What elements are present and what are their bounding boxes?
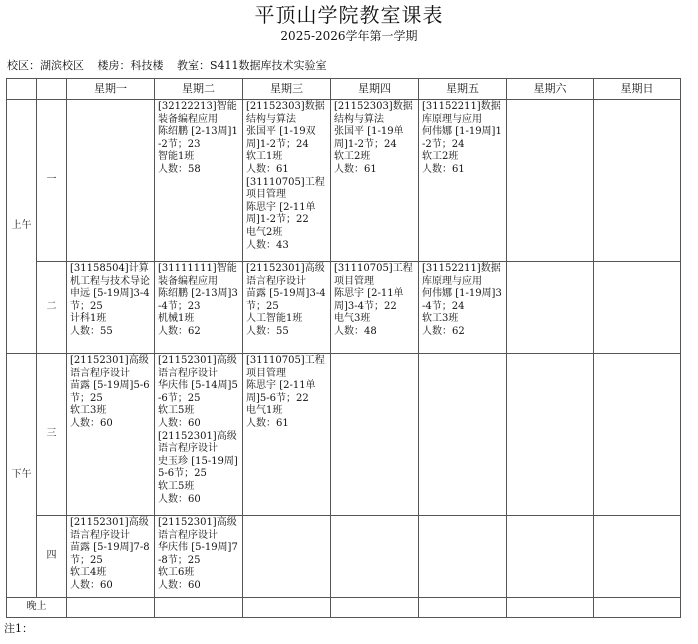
course-teacher-time bbox=[422, 126, 504, 151]
course-class: 软工1班 bbox=[246, 151, 283, 163]
day-header: 星期四 bbox=[331, 79, 419, 100]
course-time: [5-19周]5-6节；25 bbox=[70, 380, 150, 404]
slot-tue-p2 bbox=[155, 262, 243, 354]
course-teacher: 陈思宇 bbox=[246, 380, 276, 392]
course-entry bbox=[70, 517, 152, 593]
course-teacher-time bbox=[70, 288, 152, 313]
course-time: [1-19单周]1-2节；24 bbox=[334, 126, 404, 150]
day-header: 星期日 bbox=[594, 79, 681, 100]
slot-wed-p1 bbox=[243, 100, 331, 262]
course-teacher: 华庆伟 bbox=[158, 542, 188, 554]
course-code: [31110705] bbox=[246, 176, 305, 188]
course-teacher: 陈思宇 bbox=[246, 201, 276, 213]
course-title bbox=[334, 101, 416, 126]
course-teacher-time bbox=[70, 542, 152, 567]
course-time: [5-19周]7-8节；25 bbox=[158, 542, 238, 566]
day-header: 星期五 bbox=[419, 79, 507, 100]
course-teacher-time bbox=[422, 288, 504, 313]
corner-cell bbox=[7, 79, 37, 100]
course-class: 软工5班 bbox=[158, 480, 195, 492]
course-code: [21152301] bbox=[246, 263, 305, 274]
course-list bbox=[243, 100, 330, 253]
course-entry bbox=[422, 263, 504, 339]
course-count: 人数：48 bbox=[334, 325, 377, 337]
course-teacher-time bbox=[246, 380, 328, 405]
course-list bbox=[419, 100, 506, 178]
period-label: 三 bbox=[37, 354, 67, 516]
course-code: [31152211] bbox=[422, 263, 481, 274]
course-time: [2-11单周]3-4节；22 bbox=[334, 288, 404, 312]
course-name: 高级语言程序设计 bbox=[70, 517, 149, 541]
session-afternoon: 下午 bbox=[7, 354, 37, 598]
course-title bbox=[158, 355, 240, 380]
course-title bbox=[334, 263, 416, 288]
slot-wed-p2 bbox=[243, 262, 331, 354]
course-class: 软工5班 bbox=[158, 405, 195, 417]
course-time: [5-19周]3-4节；25 bbox=[70, 288, 150, 312]
campus-label: 校区：湖滨校区 bbox=[7, 59, 84, 72]
course-list bbox=[67, 516, 154, 594]
course-count: 人数：60 bbox=[158, 579, 201, 591]
course-count: 人数：62 bbox=[158, 325, 201, 337]
course-count: 人数：61 bbox=[422, 163, 465, 175]
course-teacher-time bbox=[70, 380, 152, 405]
course-time: [2-13周]1-2节；23 bbox=[158, 126, 238, 150]
course-list bbox=[243, 262, 330, 340]
course-entry bbox=[158, 517, 240, 593]
slot-sat-p2 bbox=[507, 262, 594, 354]
slot-sat-p1 bbox=[507, 100, 594, 262]
slot-wed-p4 bbox=[243, 516, 331, 598]
course-entry bbox=[70, 355, 152, 431]
course-entry bbox=[334, 101, 416, 177]
course-count: 人数：60 bbox=[70, 579, 113, 591]
course-count: 人数：55 bbox=[70, 325, 113, 337]
course-teacher-time bbox=[158, 456, 240, 481]
course-entry bbox=[158, 431, 240, 507]
course-entry bbox=[246, 101, 328, 177]
slot-fri-p4 bbox=[419, 516, 507, 598]
course-teacher-time bbox=[158, 288, 240, 313]
slot-sat-p4 bbox=[507, 516, 594, 598]
course-class: 软工2班 bbox=[334, 151, 371, 163]
course-name: 数据结构与算法 bbox=[246, 101, 325, 125]
course-title bbox=[158, 431, 240, 456]
course-list bbox=[155, 262, 242, 340]
course-count: 人数：62 bbox=[422, 325, 465, 337]
slot-mon-p1 bbox=[67, 100, 155, 262]
course-title bbox=[246, 263, 328, 288]
course-list bbox=[243, 354, 330, 432]
course-teacher: 张国平 bbox=[246, 126, 276, 138]
course-entry bbox=[246, 355, 328, 431]
day-header: 星期二 bbox=[155, 79, 243, 100]
course-name: 高级语言程序设计 bbox=[70, 355, 149, 379]
course-teacher: 华庆伟 bbox=[158, 380, 188, 392]
course-list bbox=[155, 516, 242, 594]
slot-sat-evening bbox=[507, 598, 594, 618]
course-count: 人数：43 bbox=[246, 239, 289, 251]
course-name: 智能装备编程应用 bbox=[158, 263, 237, 287]
slot-sat-p3 bbox=[507, 354, 594, 516]
slot-mon-p4 bbox=[67, 516, 155, 598]
course-time: [5-14周]5-6节；25 bbox=[158, 380, 238, 404]
course-code: [31111111] bbox=[158, 263, 217, 274]
course-time: [1-19周]1-2节；24 bbox=[422, 126, 502, 150]
slot-wed-p3 bbox=[243, 354, 331, 516]
course-teacher: 陈绍鹏 bbox=[158, 126, 188, 138]
course-entry bbox=[158, 263, 240, 339]
course-list bbox=[331, 262, 418, 340]
slot-sun-p4 bbox=[594, 516, 681, 598]
term-subtitle: 2025-2026学年第一学期 bbox=[280, 29, 418, 43]
course-title bbox=[246, 101, 328, 126]
course-class: 软工4班 bbox=[70, 567, 107, 579]
course-name: 数据库原理与应用 bbox=[422, 101, 501, 125]
course-name: 高级语言程序设计 bbox=[246, 263, 325, 287]
evening-row bbox=[7, 598, 681, 618]
course-name: 高级语言程序设计 bbox=[158, 517, 237, 541]
course-name: 数据库原理与应用 bbox=[422, 263, 501, 287]
course-list bbox=[331, 100, 418, 178]
slot-fri-p1 bbox=[419, 100, 507, 262]
course-class: 计科1班 bbox=[70, 313, 107, 325]
course-title bbox=[70, 517, 152, 542]
course-code: [31110705] bbox=[334, 263, 393, 274]
course-entry bbox=[158, 355, 240, 431]
slot-mon-evening bbox=[67, 598, 155, 618]
room-label: 教室：S411数据库技术实验室 bbox=[177, 59, 327, 72]
building-label: 楼房：科技楼 bbox=[97, 59, 164, 72]
course-class: 人工智能1班 bbox=[246, 313, 303, 325]
course-code: [31110705] bbox=[246, 355, 305, 366]
slot-sun-p2 bbox=[594, 262, 681, 354]
slot-wed-evening bbox=[243, 598, 331, 618]
slot-fri-p3 bbox=[419, 354, 507, 516]
course-teacher-time bbox=[158, 542, 240, 567]
course-list bbox=[155, 354, 242, 507]
course-title bbox=[70, 263, 152, 288]
course-teacher: 何伟娜 bbox=[422, 126, 452, 138]
session-evening: 晚上 bbox=[7, 598, 67, 618]
course-time: [1-19双周]1-2节；24 bbox=[246, 126, 316, 150]
course-title bbox=[158, 101, 240, 126]
course-entry bbox=[422, 101, 504, 177]
page-title: 平顶山学院教室课表 bbox=[254, 3, 444, 27]
course-time: [2-11单周]1-2节；22 bbox=[246, 201, 316, 226]
slot-sun-evening bbox=[594, 598, 681, 618]
slot-tue-p4 bbox=[155, 516, 243, 598]
course-teacher-time bbox=[246, 288, 328, 313]
course-entry bbox=[246, 263, 328, 339]
course-teacher: 申远 bbox=[70, 288, 90, 300]
course-entry bbox=[158, 101, 240, 177]
course-time: [5-19周]7-8节；25 bbox=[70, 542, 150, 566]
period-row-4 bbox=[7, 516, 681, 598]
course-count: 人数：61 bbox=[334, 163, 377, 175]
course-teacher: 何伟娜 bbox=[422, 288, 452, 300]
footnote: 注1： bbox=[4, 622, 33, 635]
course-code: [32122213] bbox=[158, 101, 217, 112]
course-name: 工程项目管理 bbox=[246, 176, 325, 201]
course-title bbox=[246, 177, 328, 202]
course-teacher: 苗露 bbox=[246, 288, 266, 300]
course-name: 计算机工程与技术导论 bbox=[70, 263, 150, 287]
day-header-row bbox=[7, 79, 681, 100]
slot-mon-p2 bbox=[67, 262, 155, 354]
timetable bbox=[6, 78, 681, 618]
slot-sun-p3 bbox=[594, 354, 681, 516]
course-list bbox=[155, 100, 242, 178]
slot-tue-evening bbox=[155, 598, 243, 618]
course-code: [31158504] bbox=[70, 263, 129, 274]
course-class: 电气3班 bbox=[334, 313, 371, 325]
slot-fri-evening bbox=[419, 598, 507, 618]
course-teacher-time bbox=[158, 380, 240, 405]
course-teacher: 苗露 bbox=[70, 542, 90, 554]
course-code: [21152301] bbox=[70, 355, 129, 366]
day-header: 星期三 bbox=[243, 79, 331, 100]
period-label: 四 bbox=[37, 516, 67, 598]
period-label: 一 bbox=[37, 100, 67, 262]
slot-thu-p1 bbox=[331, 100, 419, 262]
course-time: [2-13周]3-4节；23 bbox=[158, 288, 238, 312]
course-time: [15-19周]5-6节；25 bbox=[158, 455, 238, 480]
corner-cell bbox=[37, 79, 67, 100]
course-teacher-time bbox=[246, 202, 328, 227]
day-header: 星期六 bbox=[507, 79, 594, 100]
course-time: [2-11单周]5-6节；22 bbox=[246, 380, 316, 404]
course-class: 软工6班 bbox=[158, 567, 195, 579]
course-name: 工程项目管理 bbox=[334, 263, 413, 287]
slot-fri-p2 bbox=[419, 262, 507, 354]
session-morning: 上午 bbox=[7, 100, 37, 354]
course-title bbox=[70, 355, 152, 380]
course-code: [21152303] bbox=[246, 101, 305, 112]
course-count: 人数：60 bbox=[70, 417, 113, 429]
course-teacher: 陈思宇 bbox=[334, 288, 364, 300]
course-entry bbox=[70, 263, 152, 339]
course-class: 电气1班 bbox=[246, 405, 283, 417]
course-title bbox=[422, 101, 504, 126]
course-list bbox=[419, 262, 506, 340]
course-class: 软工3班 bbox=[422, 313, 459, 325]
course-teacher: 张国平 bbox=[334, 126, 364, 138]
course-count: 人数：58 bbox=[158, 163, 201, 175]
course-teacher-time bbox=[246, 126, 328, 151]
course-code: [21152301] bbox=[158, 517, 217, 528]
course-teacher-time bbox=[334, 288, 416, 313]
slot-thu-p4 bbox=[331, 516, 419, 598]
slot-thu-p2 bbox=[331, 262, 419, 354]
course-code: [21152303] bbox=[334, 101, 393, 112]
slot-sun-p1 bbox=[594, 100, 681, 262]
course-name: 工程项目管理 bbox=[246, 355, 325, 379]
course-list bbox=[67, 354, 154, 432]
course-class: 软工2班 bbox=[422, 151, 459, 163]
course-class: 软工3班 bbox=[70, 405, 107, 417]
course-title bbox=[422, 263, 504, 288]
course-class: 机械1班 bbox=[158, 313, 195, 325]
course-teacher-time bbox=[334, 126, 416, 151]
course-name: 数据结构与算法 bbox=[334, 101, 413, 125]
period-label: 二 bbox=[37, 262, 67, 354]
course-teacher-time bbox=[158, 126, 240, 151]
course-title bbox=[158, 263, 240, 288]
course-time: [1-19周]3-4节；24 bbox=[422, 288, 502, 312]
day-header: 星期一 bbox=[67, 79, 155, 100]
course-code: [21152301] bbox=[158, 355, 217, 366]
course-list bbox=[67, 262, 154, 340]
course-count: 人数：60 bbox=[158, 493, 201, 505]
period-row-1 bbox=[7, 100, 681, 262]
course-count: 人数：61 bbox=[246, 417, 289, 429]
course-title bbox=[246, 355, 328, 380]
slot-mon-p3 bbox=[67, 354, 155, 516]
course-teacher: 陈绍鹏 bbox=[158, 288, 188, 300]
room-info bbox=[7, 59, 337, 73]
course-count: 人数：60 bbox=[158, 417, 201, 429]
course-class: 电气2班 bbox=[246, 226, 283, 238]
course-teacher: 史玉珍 bbox=[158, 455, 188, 467]
course-class: 智能1班 bbox=[158, 151, 195, 163]
period-row-2 bbox=[7, 262, 681, 354]
course-entry bbox=[334, 263, 416, 339]
course-name: 智能装备编程应用 bbox=[158, 101, 237, 125]
slot-tue-p3 bbox=[155, 354, 243, 516]
course-count: 人数：61 bbox=[246, 163, 289, 175]
slot-thu-evening bbox=[331, 598, 419, 618]
course-title bbox=[158, 517, 240, 542]
course-code: [31152211] bbox=[422, 101, 481, 112]
course-name: 高级语言程序设计 bbox=[158, 355, 237, 379]
slot-tue-p1 bbox=[155, 100, 243, 262]
course-name: 高级语言程序设计 bbox=[158, 430, 237, 455]
course-code: [21152301] bbox=[70, 517, 129, 528]
slot-thu-p3 bbox=[331, 354, 419, 516]
course-entry bbox=[246, 177, 328, 253]
course-count: 人数：55 bbox=[246, 325, 289, 337]
course-code: [21152301] bbox=[158, 430, 217, 442]
course-time: [5-19周]3-4节；25 bbox=[246, 288, 326, 312]
period-row-3 bbox=[7, 354, 681, 516]
course-teacher: 苗露 bbox=[70, 380, 90, 392]
